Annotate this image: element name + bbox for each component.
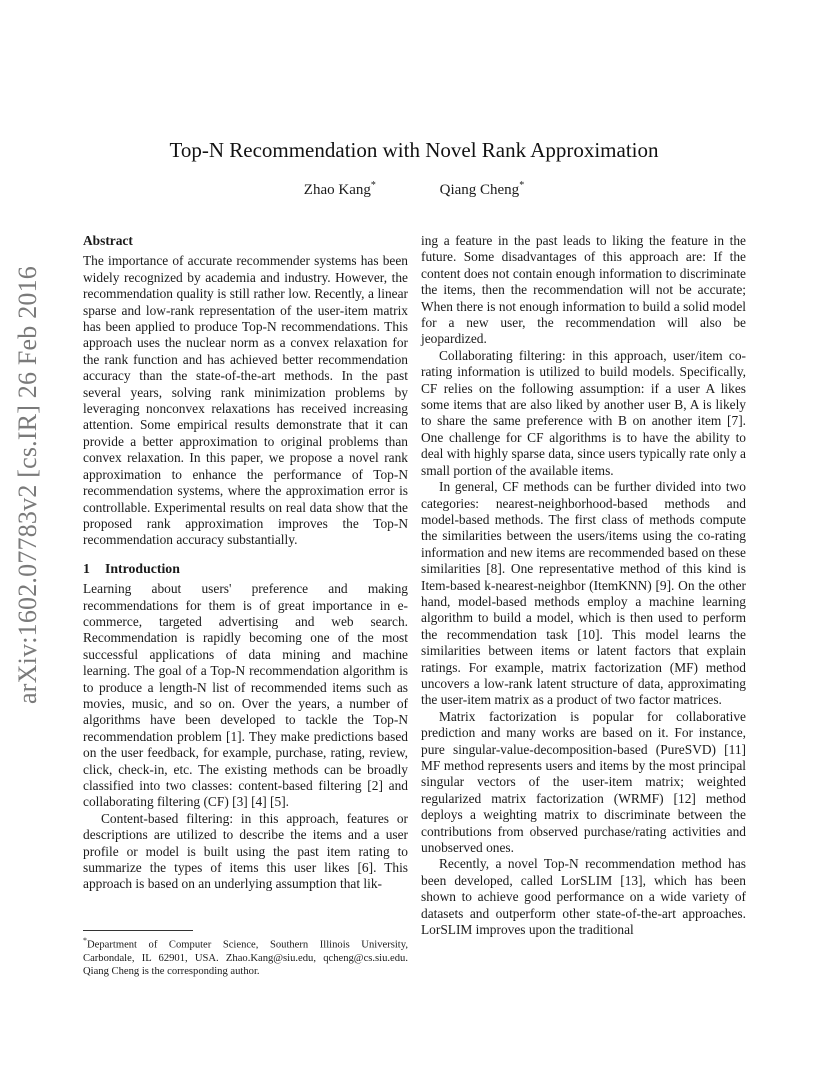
left-column [83,233,408,893]
author [440,180,525,199]
paragraph: Matrix factorization is popular for collaborative prediction and many works are based on it. For instance, pure singular-value-decomposition-based (PureSVD) [11] MF method represents users and items by the most principal singular vectors of the user-item matrix; weighted regularized matrix factorization (WRMF) [12] method deploys a weighting matrix to discriminate between the contributions from observed purchase/rating activities and unobserved ones. [421,708,746,856]
footnote-divider [83,930,193,931]
author [304,180,376,199]
section-title: Introduction [105,560,180,576]
section-number: 1 [83,560,90,576]
abstract-heading: Abstract [83,233,133,248]
right-column [421,233,746,938]
author-name: Qiang Cheng [439,182,520,198]
abstract-text: The importance of accurate recommender systems has been widely recognized by academia and industry. However, the recommendation quality is still rather low. Recently, a linear sparse and low-rank representation of the user-item matrix has been applied to produce Top-N recommendations. This approach uses the nuclear norm as a convex relaxation for the rank function and has achieved better recommendation accuracy than the state-of-the-art methods. In the past several years, solving rank minimization problems by leveraging nonconvex relaxations has received increasing attention. Some empirical results demonstrate that it can provide a better approximation to original problems than convex relaxation. In this paper, we propose a novel rank approximation to enhance the performance of Top-N recommendation systems, where the approximation error is controllable. Experimental results on real data show that the proposed rank approximation improves the Top-N recommendation accuracy substantially. [83,253,408,548]
paragraph: ing a feature in the past leads to liking the feature in the future. Some disadvantages of this approach are: If the content does not contain enough information to discriminate the items, then the recommendation will not be accurate; When there is not enough information to build a solid model for a new user, the recommendation will also be jeopardized. [421,233,746,347]
paragraph: Recently, a novel Top-N recommendation method has been developed, called LorSLIM [13], which has been shown to achieve good performance on a wide variety of datasets and outperform other state-of-the-art approaches. LorSLIM improves upon the traditional [421,856,746,938]
paper-title: Top-N Recommendation with Novel Rank Approximation [169,138,659,162]
arxiv-identifier-text: arXiv:1602.07783v2 [cs.IR] 26 Feb 2016 [13,266,42,704]
author-mark: * [370,180,376,191]
footnote [83,934,408,978]
section-heading [83,561,408,577]
paragraph: In general, CF methods can be further divided into two categories: nearest-neighborhood-based methods and model-based methods. The first class of methods compute the similarities between the users/items using the co-rating information and new items are recommended based on these similarities [8]. One representative method of this kind is Item-based k-nearest-neighbor (ItemKNN) [9]. On the other hand, model-based methods employ a machine learning algorithm to build a model, which is then used to perform the recommendation task [10]. This model learns the similarities between items or latent factors that explain ratings. For example, matrix factorization (MF) method uncovers a low-rank latent structure of data, approximating the user-item matrix as a product of two factor matrices. [421,479,746,708]
paragraph: Content-based filtering: in this approach, features or descriptions are utilized to describe the items and a user profile or model is built using the past item rating to summarize the types of items this user likes [6]. This approach is based on an underlying assumption that lik- [83,810,408,892]
author-list [0,180,828,199]
author-name: Zhao Kang [303,182,371,198]
footnote-text: Department of Computer Science, Southern Illinois University, Carbondale, IL 62901, USA. Zhao.Kang@siu.edu, qcheng@cs.siu.edu. Qiang Cheng is the corresponding author. [83,939,408,977]
footnote-mark: * [83,936,87,945]
arxiv-identifier [6,266,50,704]
paragraph: Collaborating filtering: in this approach, user/item co-rating information is utilized to build models. Specifically, CF relies on the following assumption: if a user A likes some items that are also liked by another user B, A is likely to share the same preference with B on another item [7]. One challenge for CF algorithms is to have the ability to deal with highly sparse data, since users typically rate only a small portion of the available items. [421,347,746,478]
author-mark: * [519,180,525,191]
paragraph: Learning about users' preference and making recommendations for them is of great importance in e-commerce, targeted advertising and web search. Recommendation is rapidly becoming one of the most successful applications of data mining and machine learning. The goal of a Top-N recommendation algorithm is to produce a length-N list of recommended items such as movies, music, and so on. Over the years, a number of algorithms have been developed to tackle the Top-N recommendation problem [1]. They make predictions based on the user feedback, for example, purchase, rating, review, click, check-in, etc. The existing methods can be broadly classified into two classes: content-based filtering [2] and collaborating filtering (CF) [3] [4] [5]. [83,581,408,810]
